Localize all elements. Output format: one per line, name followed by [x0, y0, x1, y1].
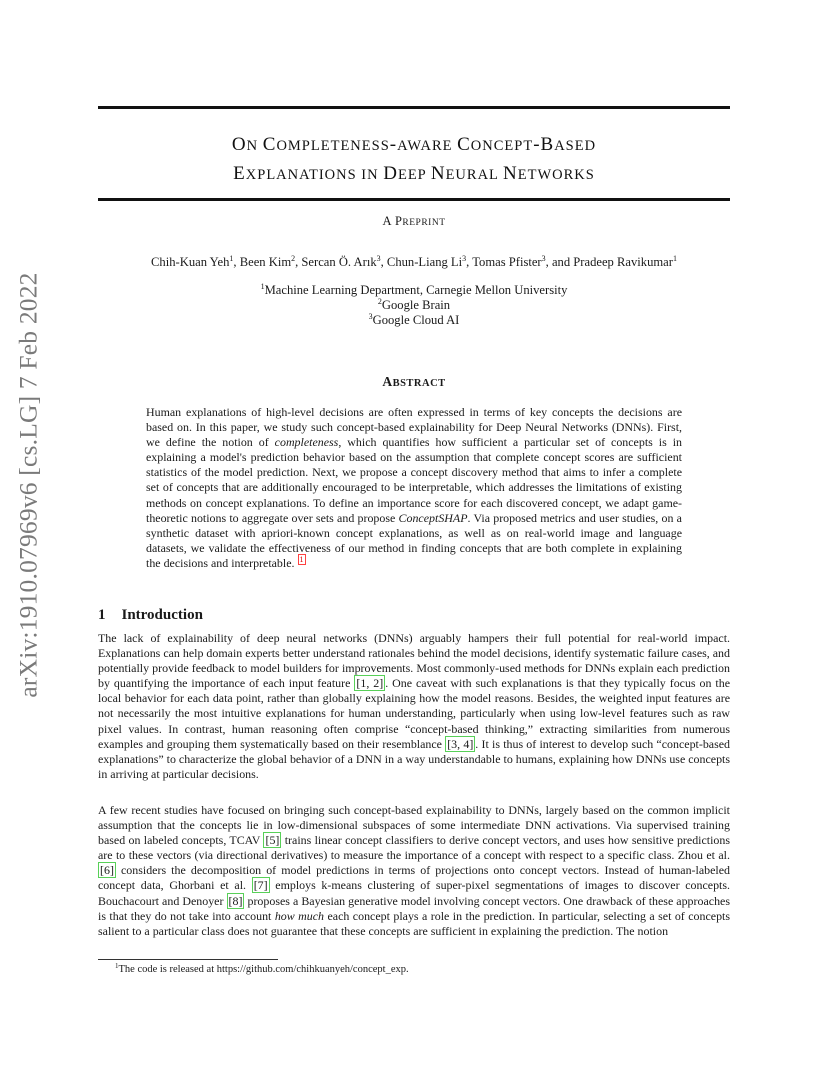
- author-list: Chih-Kuan Yeh$^1$, Been Kim$^2$, Sercan Ö. Arık$^3$, Chun-Liang Li$^3$, Tomas Pfister$^3$, and Pradeep Ravikumar$^1$: [151, 254, 677, 269]
- footnote-rule: [98, 959, 278, 960]
- citation-link[interactable]: [6]: [100, 863, 114, 878]
- author: Chun-Liang Li: [386, 255, 463, 269]
- abstract-body: Human explanations of high-level decisions are often expressed in terms of key concepts the decisions are based on. In this paper, we study such concept-based explainability for Deep Neural Networks (DNNs). First, we define the notion of completeness, which quantifies how sufficient a particular set of concepts is in explaining a model's prediction behavior based on the assumption that complete concept scores are sufficient statistics of the model prediction. Next, we propose a concept discovery method that aims to infer a complete set of concepts that are additionally encouraged to be interpretable, which addresses the limitations of existing methods on concept explanations. To define an importance score for each discovered concept, we adapt game-theoretic notions to aggregate over sets and propose ConceptSHAP. Via proposed metrics and user studies, on a synthetic dataset with apriori-known concept explanations, as well as on real-world image and language datasets, we validate the effectiveness of our method in finding concepts that are both complete in explaining the decisions and interpretable. $^1$: [146, 405, 682, 570]
- citation-link[interactable]: [3, 4]: [447, 736, 474, 751]
- author: Been Kim: [239, 255, 292, 269]
- section-heading-introduction: 1 Introduction: [98, 607, 203, 623]
- affiliation: $^3$Google Cloud AI: [368, 312, 460, 327]
- author: Pradeep Ravikumar: [573, 255, 673, 269]
- paper-title: [98, 131, 730, 189]
- title-rule-bottom: [98, 198, 730, 201]
- citation-link[interactable]: [8]: [228, 893, 243, 908]
- intro-paragraph-1: The lack of explainability of deep neural networks (DNNs) arguably hampers their full potential for real-world impact. Explanations can help domain experts better understand rationales behind the model decisions, identify systematic failure cases, and potentially provide feedback to model builders for improvements. Most commonly-used methods for DNNs explain each prediction by quantifying the importance of each input feature [1, 2] . One caveat with such explanations is that they typically focus on the local behavior for each data point, rather than globally explaining how the model reasons. Besides, the weighted input features are not necessarily the most intuitive explanations for human understanding, particularly when using low-level features such as raw pixel values. In contrast, human reasoning often comprise “concept-based thinking,” extracting similarities from numerous examples and grouping them systematically based on their resemblance [3, 4] . It is thus of interest to develop such “concept-based explanations” to characterize the global behavior of a DNN in a way understandable to humans, explaining how DNNs use concepts in arriving at particular decisions.: [98, 631, 731, 781]
- arxiv-identifier: arXiv:1910.07969v6 [cs.LG] 7 Feb 2022: [14, 272, 44, 698]
- footnote: $^1$The code is released at https://github.com/chihkuanyeh/concept_exp.: [115, 962, 409, 975]
- arxiv-watermark: [4, 272, 54, 698]
- citation-link[interactable]: [7]: [253, 878, 268, 893]
- author: Tomas Pfister: [472, 255, 542, 269]
- author: Chih-Kuan Yeh: [151, 255, 230, 269]
- title-rule-top: [98, 106, 730, 109]
- author: Sercan Ö. Arık: [301, 255, 377, 269]
- footnote-link[interactable]: 1: [299, 554, 304, 564]
- intro-paragraph-2: A few recent studies have focused on bringing such concept-based explainability to DNNs, largely based on the common implicit assumption that the concepts lie in low-dimensional subspaces of some intermediate DNN activations. Via supervised training based on labeled concepts, TCAV [5] trains linear concept classifiers to derive concept vectors, and uses how sensitive predictions are to these vectors (via directional derivatives) to measure the importance of a concept with respect to a specific class. Zhou et al. [6] considers the decomposition of model predictions in terms of projections onto concept vectors. Instead of human-labeled concept data, Ghorbani et al. [7] employs k-means clustering of super-pixel segmentations of images to discover concepts. Bouchacourt and Denoyer [8] proposes a Bayesian generative model involving concept vectors. One drawback of these approaches is that they do not take into account how much each concept plays a role in the prediction. In particular, selecting a set of concepts salient to a particular class does not guarantee that these concepts are sufficient in explaining the prediction. The notion: [98, 803, 731, 938]
- affiliations: [98, 283, 730, 328]
- citation-link[interactable]: [5]: [265, 833, 280, 848]
- citation-link[interactable]: [1, 2]: [356, 676, 384, 691]
- affiliation: $^1$Machine Learning Department, Carnegie Mellon University: [260, 282, 568, 297]
- preprint-label: A PREPRINT: [382, 214, 446, 228]
- title-line-2: EXPLANATIONS IN DEEP NEURAL NETWORKS: [233, 163, 595, 184]
- abstract-heading: ABSTRACT: [382, 374, 446, 389]
- affiliation: $^2$Google Brain: [377, 297, 451, 312]
- title-line-1: ON COMPLETENESS-AWARE CONCEPT-BASED: [231, 134, 597, 155]
